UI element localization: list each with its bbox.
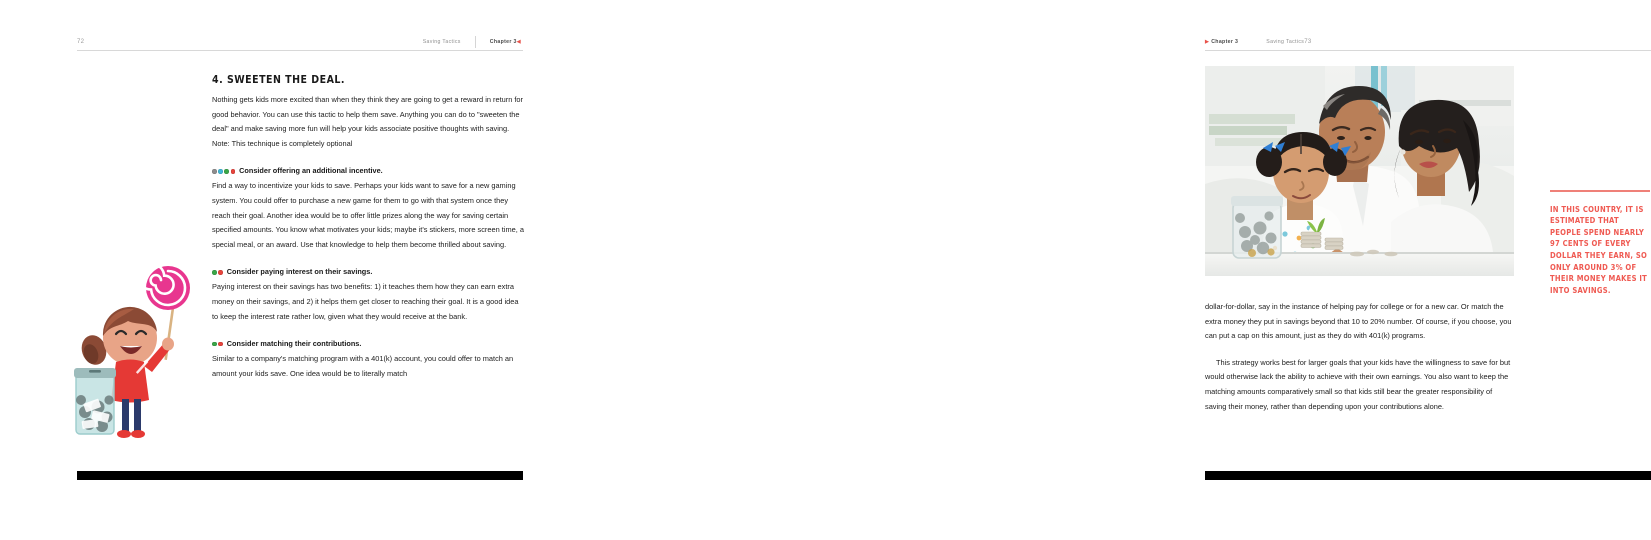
runhead-section-left: Saving Tactics [422,39,461,45]
dots-group-3 [212,342,223,347]
page-number-right: 73 [1304,39,1312,45]
footer-bar-right [1205,471,1651,480]
dot-gray-icon [212,169,217,174]
dot-red-icon [218,270,223,275]
left-page [0,0,576,540]
dot-green-icon [212,270,217,275]
runhead-divider-left [475,36,476,48]
subsection-heading-3 [212,338,524,350]
girl-with-lollipop-illustration [72,262,204,442]
runhead-chapter-right: ▶ Chapter 3 [1205,39,1239,45]
left-text-column [212,74,524,395]
subsection-body-3: Similar to a company's matching program with a 401(k) account, you could offer to match an amount your kids save. One idea would be to literally match [212,354,514,378]
subsection-heading-2-text: Consider paying interest on their savings. [226,267,373,277]
photo-coin-jar [1231,196,1283,258]
running-head-left [77,34,523,50]
chapter-marker-left-icon: ◀ [516,39,521,45]
header-rule-left [77,50,523,51]
header-rule-right [1205,50,1651,51]
section-title: 4. SWEETEN THE DEAL. [212,74,345,86]
right-paragraph-1: dollar-for-dollar, say in the instance of helping pay for college or for a new car. Or match the extra money they put in savings beyond that 10 to 20% number. Of course, if you choose, you can put a cap on this amount, just as they do with 401(k) programs. [1205,302,1512,341]
dots-group-2 [212,270,223,275]
dot-blue-icon [218,169,223,174]
lollipop-icon [138,264,190,310]
subsection-heading-2 [212,266,524,278]
chapter-marker-right-icon: ▶ [1205,39,1210,45]
page-number-left: 72 [77,39,85,45]
dot-green-icon [212,342,217,347]
family-counting-coins-photo [1205,66,1514,276]
right-text-column [1205,300,1514,428]
runhead-section-right: Saving Tactics [1266,39,1305,45]
subsection-body-1: Find a way to incentivize your kids to save. Perhaps your kids want to save for a new gaming system. You could offer to purchase a new game for them to go with that system once they reach their goal. Another idea would be to offer little prizes along the way for saving certain specified amounts. You know what motivates your kids; maybe it's stickers, more screen time, a special meal, or an award. Use that knowledge to help them become thrilled about saving. [212,181,524,249]
dot-red-icon [218,342,223,347]
right-paragraph-2: This strategy works best for larger goals that your kids have the willingness to save for but would otherwise lack the ability to achieve with their own earnings. You also want to keep the matching amounts comparatively small so that kids still bear the greater responsibility of saving their money, rather than depending upon your contributions alone. [1205,357,1511,411]
subsection-heading-1 [212,165,524,177]
pull-quote-text: IN THIS COUNTRY, IT IS ESTIMATED THAT PEOPLE SPEND NEARLY 97 CENTS OF EVERY DOLLAR THEY EARN, SO ONLY AROUND 3% OF THEIR MONEY MAKES IT INTO SAVINGS. [1550,204,1648,295]
dots-group-1 [212,169,235,174]
footer-bar-left [77,471,523,480]
subsection-heading-1-text: Consider offering an additional incentive. [239,166,383,176]
runhead-chapter-left: Chapter 3◀ [489,39,521,45]
subsection-body-2: Paying interest on their savings has two benefits: 1) it teaches them how they can earn extra money on their savings, and 2) it helps them get closer to reaching their goal. It is a good idea to keep the interest rate rather low, given what they would receive at the bank. [212,282,519,321]
coin-jar-icon [74,368,116,434]
dot-green-icon [224,169,229,174]
pull-quote-rule [1550,190,1650,192]
subsection-heading-3-text: Consider matching their contributions. [226,339,362,349]
intro-paragraph: Nothing gets kids more excited than when they think they are going to get a reward in return for good behavior. You can use this tactic to help them save. Anything you can do to "sweeten the deal" and make saving more fun will help your kids associate positive thoughts with saving. Note: This technique is completely optional [212,95,523,148]
dot-red-icon [231,169,236,174]
right-page [576,0,1648,540]
pull-quote [1550,190,1650,296]
